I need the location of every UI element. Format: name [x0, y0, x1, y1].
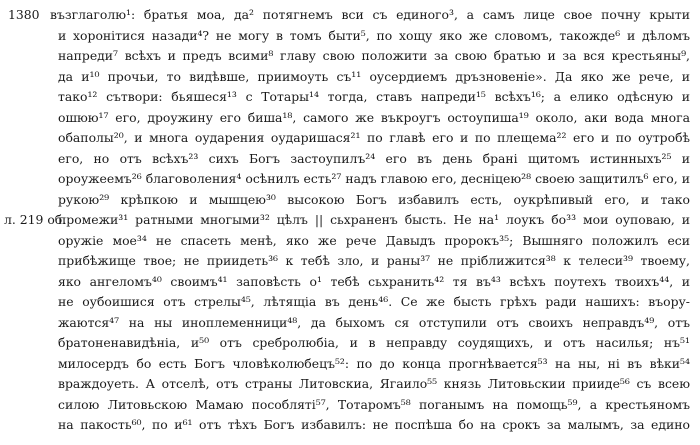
margin-page-ref: л. 219 об.	[4, 212, 67, 227]
line-text: ороужеемъ²⁶ благоволения⁴ осѣнилъ есть²⁷ надъ главою его, десніцею²⁸ своею защитилъ⁶ его, и	[58, 171, 690, 186]
line-text: промежи³¹ ратными многыми³² цѣлъ || сьхраненъ бысть. Не на¹ лоукъ бо³³ мои оуповаю, и	[58, 212, 690, 227]
text-line	[0, 47, 700, 65]
line-text: враждоуеть. А отселѣ, отъ страны Литовскиа, Ягаило⁵⁵ князь Литовьскии прииде⁵⁶ съ всею	[58, 376, 690, 391]
line-text: напреди⁷ всѣхъ и предъ всими⁸ главу свою положити за свою братью и за вся крестьяны⁹,	[58, 48, 690, 63]
text-line	[0, 6, 700, 24]
text-line	[0, 27, 700, 45]
text-line	[0, 88, 700, 106]
text-line	[0, 170, 700, 188]
text-line	[0, 252, 700, 270]
line-text: оружіе мое³⁴ не спасеть менѣ, яко же рече Давыдъ пророкъ³⁵; Вышняго положилъ еси	[58, 232, 690, 248]
text-line	[0, 416, 700, 434]
line-text: рукою²⁹ крѣпкою и мышцею³⁰ высокою Богъ избавилъ есть, оукрѣпивый его, и тако	[58, 191, 690, 207]
text-line	[0, 314, 700, 332]
line-text: на пакость⁶⁰, по и⁶¹ отъ тѣхъ Богъ избавилъ: не поспѣша бо на срокъ за малымъ, за едино	[58, 417, 690, 432]
line-text: тако¹² сътвори: бьяшеся¹³ с Тотары¹⁴ тогда, ставъ напреди¹⁵ всѣхъ¹⁶; а елико одѣсную и	[58, 89, 690, 104]
text-line	[0, 109, 700, 127]
text-line	[0, 191, 700, 209]
text-line	[0, 396, 700, 414]
line-text: яко ангеломъ⁴⁰ своимъ⁴¹ заповѣсть о¹ тебѣ сьхранить⁴² тя въ⁴³ всѣхъ поутехъ твоихъ⁴⁴, и	[58, 273, 690, 289]
line-text: братоненавидѣніа, и⁵⁰ отъ сребролюбіа, и в неправду соудящихъ, и отъ насилья; нъ⁵¹	[58, 335, 690, 350]
line-text: силою Литовьскою Мамаю пособляті⁵⁷, Тотаромъ⁵⁸ поганымъ на помощь⁵⁹, а крестьяномъ	[58, 396, 690, 412]
line-text: прибѣжище твое; не приидеть³⁶ к тебѣ зло, и раны³⁷ не пріближится³⁸ к телеси³⁹ твоему,	[58, 253, 690, 268]
line-text: обаполы²⁰, и многа оударения оударишася²¹ по главѣ его и по плещема²² его и по оутробѣ	[58, 130, 690, 145]
line-text: да и¹⁰ прочьи, то видѣвше, приимоуть съ¹¹ оусердиемъ дръзновеніе». Да яко же рече, и	[58, 68, 690, 84]
line-text: и хоронітися назади⁴? не могу в томъ быти⁵, по хощу яко же словомъ, такожде⁶ и дѣломъ	[58, 27, 690, 43]
text-line	[0, 375, 700, 393]
text-line	[0, 129, 700, 147]
text-line	[0, 232, 700, 250]
line-text: милосердъ бо есть Богъ чловѣколюбецъ⁵²: по до конца прогнѣвается⁵³ на ны, ні въ вѣки⁵⁴	[58, 355, 690, 371]
line-text: ошюю¹⁷ его, дроужину его биша¹⁸, самого же въкроугъ остоупиша¹⁹ около, аки вода многа	[58, 109, 690, 125]
text-line	[0, 150, 700, 168]
text-line	[0, 273, 700, 291]
text-line	[0, 293, 700, 311]
text-line	[0, 211, 700, 229]
text-line	[0, 355, 700, 373]
line-text: възглаголю¹: братья моа, да² потягнемъ вси съ единого³, а самъ лице свое почну крыти	[50, 7, 690, 22]
text-line	[0, 334, 700, 352]
line-text: его, но отъ всѣхъ²³ сихъ Богъ застоупилъ²⁴ его въ день брані щитомъ истинныхъ²⁵ и	[58, 150, 690, 166]
line-text: не оубоишися отъ стрелы⁴⁵, лѣтящіа въ день⁴⁶. Се же бысть грѣхъ ради нашихъ: въору-	[58, 294, 690, 309]
text-line	[0, 68, 700, 86]
margin-year: 1380	[8, 7, 40, 22]
line-text: жаются⁴⁷ на ны иноплеменници⁴⁸, да быхомъ ся отступили отъ своихъ неправдъ⁴⁹, отъ	[58, 314, 690, 330]
